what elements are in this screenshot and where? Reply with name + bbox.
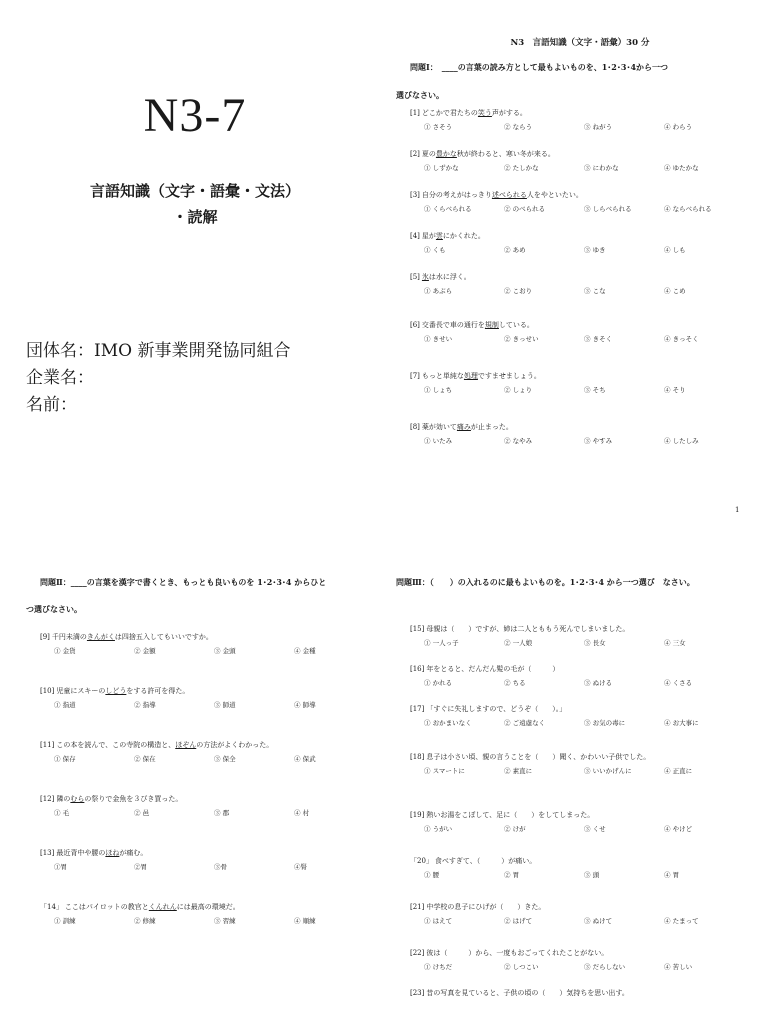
answer-choice: ① くらべられる <box>424 205 472 213</box>
question-post: は水に浮く。 <box>428 273 471 281</box>
answer-choice: ① かれる <box>424 679 453 687</box>
question-post: が痛む。 <box>119 849 148 857</box>
answer-choice: ① 毛 <box>54 809 70 817</box>
question-post: が止まった。 <box>470 423 513 431</box>
answer-choice: ④ そり <box>664 386 686 394</box>
question-underlined: 述べられる <box>491 191 527 199</box>
question-item <box>410 624 760 649</box>
question-number: [1] <box>410 109 420 117</box>
question-number: [21] <box>410 903 425 911</box>
answer-choice: ④ 師導 <box>294 701 316 709</box>
choice-row <box>410 163 760 174</box>
answer-choice: ③ 習練 <box>214 917 236 925</box>
question-post: には最高の環境だ。 <box>176 903 240 911</box>
question-item <box>410 422 760 447</box>
question-post: の祭りで金魚を３びき買った。 <box>84 795 183 803</box>
answer-choice: ③ そち <box>584 386 606 394</box>
answer-choice: ④ ゆたかな <box>664 164 699 172</box>
answer-choice: ① 一人っ子 <box>424 639 459 647</box>
question-text <box>40 686 385 697</box>
question-post: をする許可を得た。 <box>126 687 190 695</box>
choice-row <box>410 436 760 447</box>
answer-choice: ② 指導 <box>134 701 156 709</box>
question-post: にかくれた。 <box>442 232 485 240</box>
question-number: [9] <box>40 633 50 641</box>
answer-choice: ② ならう <box>504 123 533 131</box>
answer-choice: ③ くせ <box>584 825 606 833</box>
answer-choice: ④ 正直に <box>664 767 693 775</box>
answer-choice: ③ 頭 <box>584 871 600 879</box>
question-post: ですませましょう。 <box>477 372 541 380</box>
question-item <box>410 149 760 174</box>
question-body: 「すぐに失礼しますので、どうぞ（ ）。」 <box>426 705 567 713</box>
question-number: 「14」 <box>40 903 63 911</box>
question-item <box>40 794 385 819</box>
question-item <box>40 902 385 927</box>
answer-choice: ① しずかな <box>424 164 459 172</box>
answer-choice: ④ わらう <box>664 123 693 131</box>
question-text <box>40 632 385 643</box>
question-number: [11] <box>40 741 55 749</box>
answer-choice: ① 金貨 <box>54 647 76 655</box>
question-number: [13] <box>40 849 55 857</box>
question-item <box>40 632 385 657</box>
answer-choice: ④ 苦しい <box>664 963 693 971</box>
answer-choice: ③ 金頭 <box>214 647 236 655</box>
question-text <box>410 752 760 763</box>
question-body: 食べすぎて、（ ）が痛い。 <box>434 857 537 865</box>
cover-title: N3-7 <box>143 89 247 142</box>
choice-row <box>410 916 760 927</box>
question-text <box>40 902 385 913</box>
answer-choice: ③ こな <box>584 287 606 295</box>
answer-choice: ③ ぬける <box>584 679 613 687</box>
question-text <box>410 856 760 867</box>
question-text <box>40 740 385 751</box>
choice-row <box>40 862 385 873</box>
question-item <box>410 272 760 297</box>
question-underlined: 規制 <box>484 321 499 329</box>
answer-choice: ④ こめ <box>664 287 686 295</box>
question-underlined: ほぞん <box>175 741 197 749</box>
cover-subtitle <box>0 178 390 230</box>
question-item <box>410 752 760 777</box>
answer-choice: ① あぶら <box>424 287 453 295</box>
question-item <box>410 988 760 1002</box>
choice-row <box>410 718 760 729</box>
question-number: [5] <box>410 273 420 281</box>
question-text <box>410 988 760 999</box>
question-text <box>410 272 760 283</box>
answer-choice: ② 素直に <box>504 767 533 775</box>
question-underlined: ほね <box>105 849 120 857</box>
answer-choice: ① きせい <box>424 335 453 343</box>
question-text <box>410 108 760 119</box>
instruction-1-line2: 選びなさい。 <box>396 90 444 100</box>
question-number: [18] <box>410 753 425 761</box>
answer-choice: ② しつこい <box>504 963 539 971</box>
answer-choice: ① けちだ <box>424 963 453 971</box>
choice-row <box>410 870 760 881</box>
answer-choice: ② 一人娘 <box>504 639 533 647</box>
answer-choice: ④ 三女 <box>664 639 686 647</box>
question-item <box>410 108 760 133</box>
choice-row <box>410 766 760 777</box>
answer-choice: ④ きっそく <box>664 335 699 343</box>
question-item <box>410 320 760 345</box>
question-pre: 薬が効いて <box>421 423 457 431</box>
question-pre: 児童にスキーの <box>56 687 106 695</box>
question-text <box>40 794 385 805</box>
question-pre: 最近背中や腰の <box>56 849 106 857</box>
question-text <box>410 624 760 635</box>
answer-choice: ① スマートに <box>424 767 465 775</box>
question-body: 中学校の息子にひげが（ ）きた。 <box>426 903 546 911</box>
answer-choice: ③ 保全 <box>214 755 236 763</box>
answer-choice: ④ くさる <box>664 679 693 687</box>
question-underlined: 氷 <box>421 273 429 281</box>
question-number: [23] <box>410 989 425 997</box>
question-number: [17] <box>410 705 425 713</box>
instruction-1-line1: 問題Ⅰ： ____の言葉の読み方として最もよいものを、1･2･3･4から一つ <box>410 62 669 72</box>
question-number: [6] <box>410 321 420 329</box>
choice-row <box>40 646 385 657</box>
question-text <box>410 231 760 242</box>
answer-choice: ① 訓練 <box>54 917 76 925</box>
question-text <box>410 320 760 331</box>
answer-choice: ① はえて <box>424 917 453 925</box>
choice-row <box>410 334 760 345</box>
question-underlined: 痛み <box>456 423 471 431</box>
answer-choice: ② 保在 <box>134 755 156 763</box>
answer-choice: ① さそう <box>424 123 453 131</box>
answer-choice: ③ にわかな <box>584 164 619 172</box>
answer-choice: ③ ぬけて <box>584 917 613 925</box>
question-text <box>410 422 760 433</box>
question-pre: 交番長で車の通行を <box>421 321 485 329</box>
choice-row <box>410 122 760 133</box>
question-underlined: むら <box>70 795 85 803</box>
question-text <box>40 848 385 859</box>
question-item <box>410 190 760 215</box>
answer-choice: ② 修練 <box>134 917 156 925</box>
question-underlined: 処理 <box>463 372 478 380</box>
choice-row <box>410 204 760 215</box>
choice-row <box>410 385 760 396</box>
question-number: [8] <box>410 423 420 431</box>
question-text <box>410 948 760 959</box>
question-item <box>40 848 385 873</box>
answer-choice: ②胃 <box>134 863 147 871</box>
question-post: 秋が終わると、寒い冬が来る。 <box>456 150 555 158</box>
question-body: 年をとると、だんだん髪の毛が（ ） <box>426 665 560 673</box>
question-number: [16] <box>410 665 425 673</box>
answer-choice: ② あめ <box>504 246 526 254</box>
question-post: の方法がよくわかった。 <box>196 741 274 749</box>
question-underlined: 豊かな <box>435 150 457 158</box>
question-item <box>40 686 385 711</box>
question-text <box>410 902 760 913</box>
question-pre: 星が <box>421 232 436 240</box>
question-item <box>410 810 760 835</box>
answer-choice: ①胃 <box>54 863 67 871</box>
answer-choice: ④ 順練 <box>294 917 316 925</box>
question-body: 母親は（ ）ですが、姉は二人とももう死んでしまいました。 <box>426 625 630 633</box>
question-pre: 自分の考えがはっきり <box>421 191 492 199</box>
answer-choice: ① 保存 <box>54 755 76 763</box>
question-body: 息子は小さい頃、親の言うことを（ ）聞く、かわいい子供でした。 <box>426 753 651 761</box>
question-underlined: くんれん <box>148 903 177 911</box>
answer-choice: ④ たまって <box>664 917 699 925</box>
question-number: [4] <box>410 232 420 240</box>
choice-row <box>410 962 760 973</box>
question-number: [15] <box>410 625 425 633</box>
instruction-1 <box>410 62 760 73</box>
choice-row <box>410 245 760 256</box>
answer-choice: ③骨 <box>214 863 227 871</box>
section-header: N3 言語知識（文字・語彙）30 分 <box>510 38 650 48</box>
question-underlined: きんがく <box>86 633 115 641</box>
answer-choice: ④ しも <box>664 246 686 254</box>
choice-row <box>410 286 760 297</box>
choice-row <box>40 754 385 765</box>
choice-row <box>410 824 760 835</box>
answer-choice: ③ ゆき <box>584 246 606 254</box>
answer-choice: ① 指道 <box>54 701 76 709</box>
question-text <box>410 190 760 201</box>
instruction-3: 問題Ⅲ：（ ）の入れるのに最もよいものを。1･2･3･4 から一つ選び なさい。 <box>396 577 695 587</box>
cover-form <box>26 338 290 419</box>
answer-choice: ② こおり <box>504 287 533 295</box>
answer-choice: ④腎 <box>294 863 307 871</box>
answer-choice: ④ お大事に <box>664 719 699 727</box>
answer-choice: ① 腰 <box>424 871 440 879</box>
question-pre: 夏の <box>421 150 436 158</box>
question-number: [10] <box>40 687 55 695</box>
answer-choice: ② ご遠慮なく <box>504 719 546 727</box>
question-text <box>410 149 760 160</box>
question-pre: この本を読んで、この寺院の構造と、 <box>56 741 176 749</box>
question-item <box>410 371 760 396</box>
question-pre: ここはパイロットの教官と <box>64 903 149 911</box>
answer-choice: ① いたみ <box>424 437 453 445</box>
name-label: 名前： <box>26 395 77 415</box>
answer-choice: ③ だらしない <box>584 963 626 971</box>
question-number: [7] <box>410 372 420 380</box>
question-number: [19] <box>410 811 425 819</box>
answer-choice: ④ 保武 <box>294 755 316 763</box>
answer-choice: ① うがい <box>424 825 453 833</box>
answer-choice: ② 金額 <box>134 647 156 655</box>
answer-choice: ② きっせい <box>504 335 539 343</box>
answer-choice: ④ 胃 <box>664 871 680 879</box>
question-pre: 隣の <box>56 795 71 803</box>
cover-subtitle-line2: ・読解 <box>172 208 218 226</box>
choice-row <box>40 916 385 927</box>
question-text <box>410 664 760 675</box>
answer-choice: ② 胃 <box>504 871 520 879</box>
question-number: [22] <box>410 949 425 957</box>
answer-choice: ③ 師道 <box>214 701 236 709</box>
answer-choice: ③ 長女 <box>584 639 606 647</box>
question-item <box>40 740 385 765</box>
question-number: [12] <box>40 795 55 803</box>
question-pre: どこかで君たちの <box>421 109 478 117</box>
question-number: [2] <box>410 150 420 158</box>
question-item <box>410 948 760 973</box>
question-underlined: しどう <box>105 687 127 695</box>
answer-choice: ③ 郡 <box>214 809 230 817</box>
answer-choice: ② けが <box>504 825 526 833</box>
answer-choice: ④ 村 <box>294 809 310 817</box>
question-number: 「20」 <box>410 857 433 865</box>
answer-choice: ① おかまいなく <box>424 719 472 727</box>
instruction-2-line1: 問題Ⅱ：____の言葉を漢字で書くとき、もっとも良いものを 1･2･3･4 からひと <box>40 577 327 587</box>
answer-choice: ④ 金種 <box>294 647 316 655</box>
question-body: 熱いお湯をこぼして、足に（ ）をしてしまった。 <box>426 811 595 819</box>
choice-row <box>40 808 385 819</box>
question-underlined: 笑う <box>477 109 492 117</box>
answer-choice: ② のべられる <box>504 205 546 213</box>
answer-choice: ③ いいかげんに <box>584 767 632 775</box>
question-underlined: 雲 <box>435 232 443 240</box>
question-text <box>410 371 760 382</box>
answer-choice: ③ お気の毒に <box>584 719 626 727</box>
question-text <box>410 810 760 821</box>
answer-choice: ④ ならべられる <box>664 205 712 213</box>
question-post: している。 <box>498 321 534 329</box>
question-body: 彼は（ ）から、一度もおごってくれたことがない。 <box>426 949 609 957</box>
answer-choice: ② はげて <box>504 917 533 925</box>
question-pre: 千円未満の <box>51 633 87 641</box>
question-item <box>410 231 760 256</box>
org-label: 団体名：IMO 新事業開発協同組合 <box>26 341 291 361</box>
question-item <box>410 902 760 927</box>
question-pre: もっと単純な <box>421 372 464 380</box>
question-item <box>410 856 760 881</box>
cover-subtitle-line1: 言語知識（文字・語彙・文法） <box>89 182 300 200</box>
answer-choice: ③ きそく <box>584 335 613 343</box>
answer-choice: ② なやみ <box>504 437 533 445</box>
answer-choice: ② ちる <box>504 679 526 687</box>
answer-choice: ③ ねがう <box>584 123 613 131</box>
company-label: 企業名： <box>26 368 94 388</box>
answer-choice: ③ しらべられる <box>584 205 632 213</box>
question-number: [3] <box>410 191 420 199</box>
choice-row <box>40 700 385 711</box>
page-number: 1 <box>735 506 740 514</box>
question-item <box>410 704 760 729</box>
answer-choice: ② たしかな <box>504 164 539 172</box>
answer-choice: ④ したしみ <box>664 437 699 445</box>
question-text <box>410 704 760 715</box>
question-post: 声がする。 <box>491 109 527 117</box>
answer-choice: ④ やけど <box>664 825 693 833</box>
answer-choice: ② しょり <box>504 386 533 394</box>
answer-choice: ① しょち <box>424 386 453 394</box>
question-post: は四捨五入してもいいですか。 <box>114 633 213 641</box>
question-body: 昔の写真を見ていると、子供の頃の（ ）気持ちを思い出す。 <box>426 989 629 997</box>
question-post: 人をやといたい。 <box>526 191 583 199</box>
choice-row <box>410 638 760 649</box>
answer-choice: ③ やすみ <box>584 437 613 445</box>
choice-row <box>410 678 760 689</box>
answer-choice: ① くも <box>424 246 446 254</box>
instruction-2-line2: つ選びなさい。 <box>26 604 82 614</box>
question-item <box>410 664 760 689</box>
answer-choice: ② 邑 <box>134 809 150 817</box>
